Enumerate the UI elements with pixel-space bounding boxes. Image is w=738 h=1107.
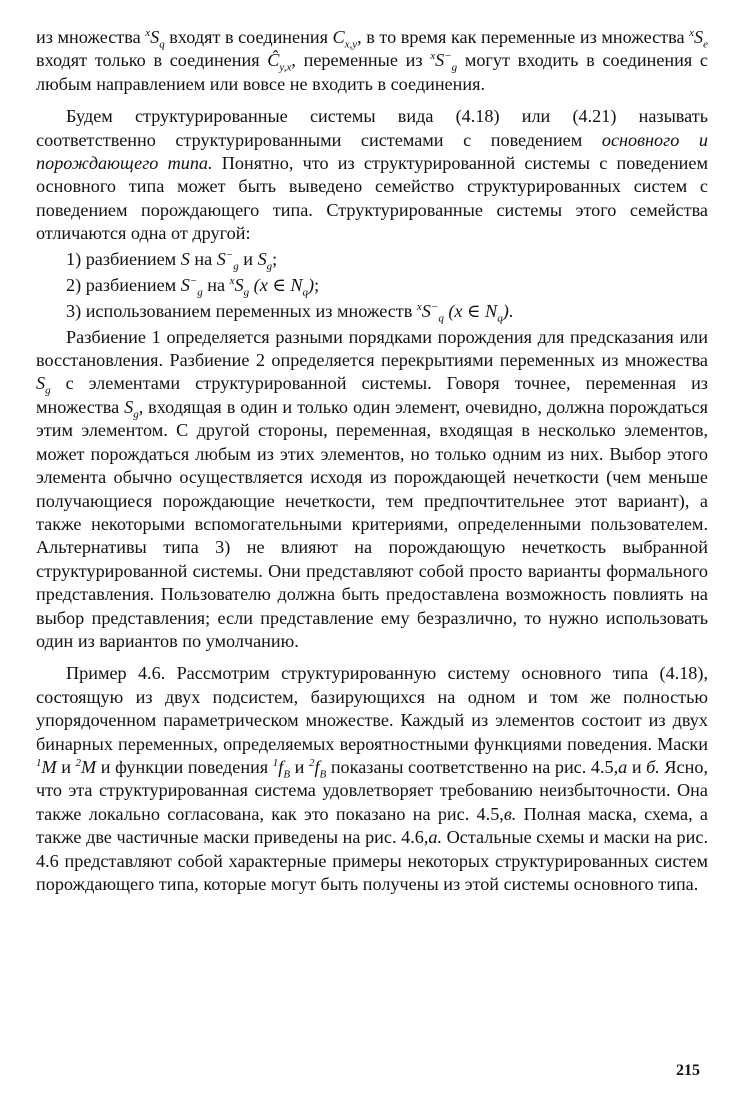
list-item-1: 1) разбиением S на $S^-_g$ и $S_g$;: [66, 248, 278, 273]
paragraph-3: Разбиение 1 определяется разными порядками порождения для предсказания или восстановления. Разбиение 2 определяется перекрытиями переменных из множества $S_g$ с элементами структурированной системы. Говоря точнее, переменная из множества $S_g$, входящая в один и только один элемент, очевидно, должна порождаться этим элементом. С другой стороны, переменная, входящая в несколько элементов, может порождаться любым из этих элементов, но только одним из них. Выбор этого элемента обычно осуществляется исходя из порождающей нечеткости (чем меньше получающиеся порождающие нечеткости, тем предпочтительнее этот вариант), а также некоторыми вспомогательными критериями, определенными пользователем. Альтернативы типа 3) не влияют на порождающую нечеткость выбранной структурированной системы. Они представляют собой просто варианты формального представления. Пользователю должна быть предоставлена возможность повлиять на выбор представления; если представление ему безразлично, то нужно использовать один из вариантов по умолчанию.: [36, 326, 708, 651]
page-text: [36, 26, 708, 896]
page-number: 215: [676, 1062, 700, 1079]
paragraph-1: из множества $^xS_q$ входят в соединения $C_{x,y}$, в то время как переменные из множества $^xS_e$ входят только в соединения $Ĉ_{y,x}$, переменные из $^xS^-_g$ могут входить в соединения с любым направлением или вовсе не входить в соединения.: [36, 26, 708, 94]
paragraph-4-example: Пример 4.6. Рассмотрим структурированную систему основного типа (4.18), состоящую из двух подсистем, базирующихся на одном и том же полностью упорядоченном параметрическом множестве. Каждый из элементов состоит из двух бинарных переменных, определяемых вероятностными функциями поведения. Маски $^1$M и $^2$M и функции поведения $^1f_B$ и $^2f_B$ показаны соответственно на рис. 4.5,а и б. Ясно, что эта структурированная система удовлетворяет требованию неизбыточности. Она также локально согласована, как это показано на рис. 4.5,в. Полная маска, схема, а также две частичные маски приведены на рис. 4.6,а. Остальные схемы и маски на рис. 4.6 представляют собой характерные примеры некоторых структурированных систем порождающего типа, которые могут быть получены из этой системы основного типа.: [36, 663, 708, 894]
list-item-2: 2) разбиением $S^-_g$ на $^xS_g$ (x ∈ $N_q$);: [66, 274, 320, 299]
paragraph-2: Будем структурированные системы вида (4.18) или (4.21) называть соответственно структурированными системами с поведением основного и порождающего типа. Понятно, что из структурированной системы с поведением основного типа может быть выведено семейство структурированных систем с поведением порождающего типа. Структурированные системы этого семейства отличаются одна от другой:: [36, 106, 708, 244]
list-item-3: 3) использованием переменных из множеств $^xS^-_q$ (x ∈ $N_q$).: [66, 300, 514, 325]
